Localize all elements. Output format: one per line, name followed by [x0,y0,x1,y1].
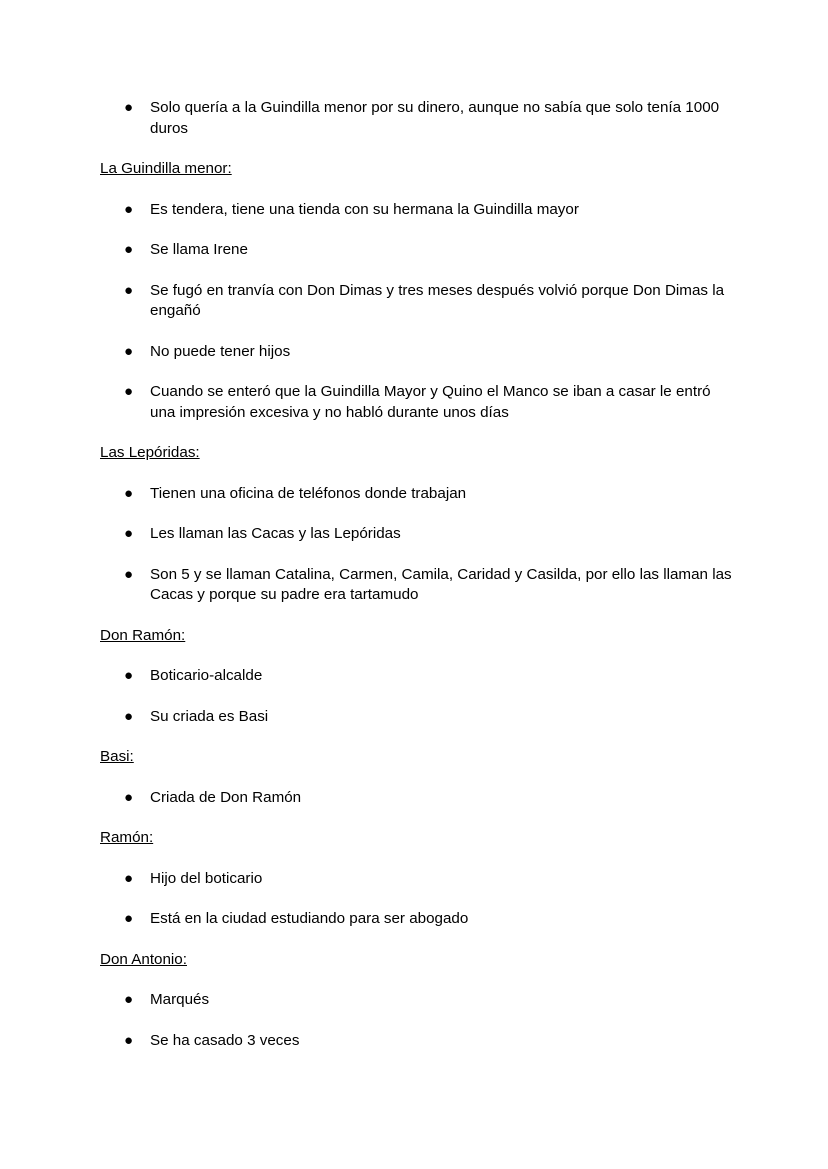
section-heading: Ramón: [100,829,154,846]
bullet-icon: ● [124,1031,134,1049]
list-item [100,869,740,890]
list-item-text: Se fugó en tranvía con Don Dimas y tres meses después volvió porque Don Dimas la engañó [150,281,725,319]
bullet-icon: ● [124,281,134,299]
list-item-text: Se llama Irene [150,241,248,258]
section-heading: Las Lepóridas: [100,444,200,461]
list-item-text: Les llaman las Cacas y las Lepóridas [150,525,401,542]
list-item-text: No puede tener hijos [150,342,291,360]
section-heading: Don Ramón: [100,626,186,644]
bullet-icon: ● [124,869,134,887]
bullet-icon: ● [124,200,134,218]
list-item [100,1031,740,1052]
bullet-icon: ● [124,667,134,684]
section-heading: Basi: [100,748,134,765]
list-item [100,281,740,322]
bullet-icon: ● [124,525,134,542]
list-item-text: Cuando se enteró que la Guindilla Mayor y Quino el Manco se iban a casar le entró una impresión excesiva y no habló durante unos días [150,383,711,421]
list-item [100,524,740,545]
list-item-text: Es tendera, tiene una tienda con su hermana la Guindilla mayor [150,200,579,218]
section-heading: La Guindilla menor: [100,160,232,177]
bullet-icon: ● [124,991,134,1008]
list-item-text: Está en la ciudad estudiando para ser abogado [150,910,469,927]
bullet-icon: ● [124,241,134,258]
bullet-icon: ● [124,342,134,360]
list-item-text: Hijo del boticario [150,869,263,887]
list-item-text: Criada de Don Ramón [150,788,302,806]
document-content [100,98,740,1071]
list-item [100,565,740,606]
bullet-icon: ● [124,788,134,806]
list-item [100,666,740,687]
list-item-text: Solo quería a la Guindilla menor por su dinero, aunque no sabía que solo tenía 1000 duros [150,99,720,137]
list-item [100,240,740,261]
bullet-icon: ● [124,484,134,502]
list-item [100,707,740,728]
bullet-icon: ● [124,383,134,400]
list-item-text: Boticario-alcalde [150,667,263,684]
bullet-icon: ● [124,707,134,725]
list-item [100,382,740,423]
list-item [100,788,740,809]
list-item-text: Tienen una oficina de teléfonos donde trabajan [150,484,467,502]
list-item [100,990,740,1011]
section-heading: Don Antonio: [100,950,187,968]
list-item [100,98,740,139]
list-item-text: Marqués [150,991,210,1008]
list-item [100,484,740,505]
bullet-icon: ● [124,910,134,927]
bullet-icon: ● [124,565,134,583]
list-item [100,909,740,930]
list-item [100,342,740,363]
list-item-text: Se ha casado 3 veces [150,1031,300,1049]
bullet-icon: ● [124,99,134,116]
list-item-text: Son 5 y se llaman Catalina, Carmen, Camila, Caridad y Casilda, por ello las llaman las Cacas y porque su padre era tartamudo [150,565,732,603]
list-item-text: Su criada es Basi [150,707,269,725]
list-item [100,200,740,221]
